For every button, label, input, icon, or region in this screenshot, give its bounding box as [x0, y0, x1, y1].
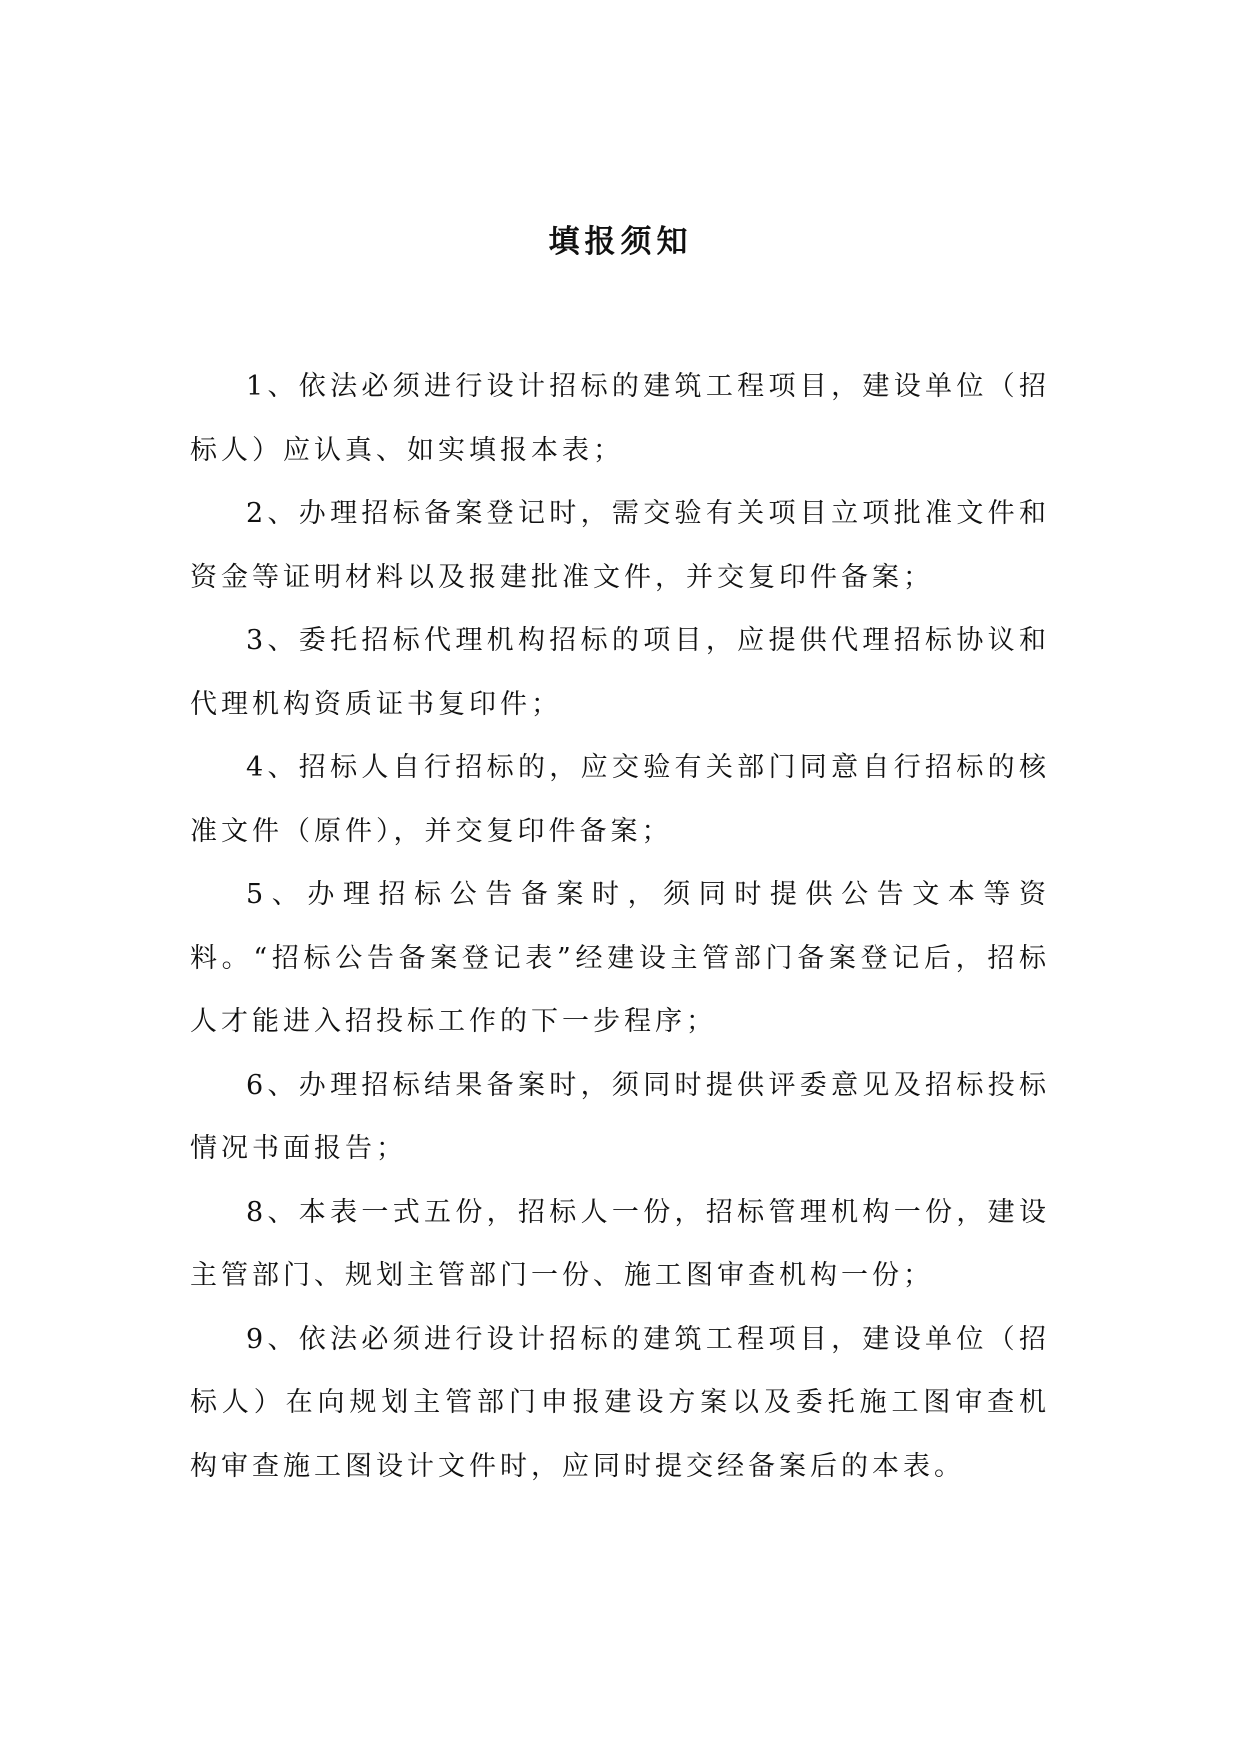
instruction-item-8: 8、本表一式五份，招标人一份，招标管理机构一份，建设主管部门、规划主管部门一份、施工图审查机构一份；: [190, 1196, 1050, 1291]
instruction-item-9: 9、依法必须进行设计招标的建筑工程项目，建设单位（招标人）在向规划主管部门申报建设方案以及委托施工图审查机构审查施工图设计文件时，应同时提交经备案后的本表。: [190, 1323, 1050, 1482]
page-title: 填报须知: [548, 224, 693, 260]
instruction-item-3: 3、委托招标代理机构招标的项目，应提供代理招标协议和代理机构资质证书复印件；: [190, 625, 1050, 720]
instruction-item-6: 6、办理招标结果备案时，须同时提供评委意见及招标投标情况书面报告；: [190, 1069, 1050, 1164]
instructions-list: [190, 355, 1050, 1498]
instruction-item-5: 5、办理招标公告备案时，须同时提供公告文本等资料。“招标公告备案登记表”经建设主管部门备案登记后，招标人才能进入招投标工作的下一步程序；: [190, 879, 1050, 1037]
instruction-item-1: 1、依法必须进行设计招标的建筑工程项目，建设单位（招标人）应认真、如实填报本表；: [190, 371, 1050, 466]
instruction-item-2: 2、办理招标备案登记时，需交验有关项目立项批准文件和资金等证明材料以及报建批准文件，并交复印件备案；: [190, 498, 1050, 593]
instruction-item-4: 4、招标人自行招标的，应交验有关部门同意自行招标的核准文件（原件），并交复印件备案；: [190, 752, 1050, 847]
